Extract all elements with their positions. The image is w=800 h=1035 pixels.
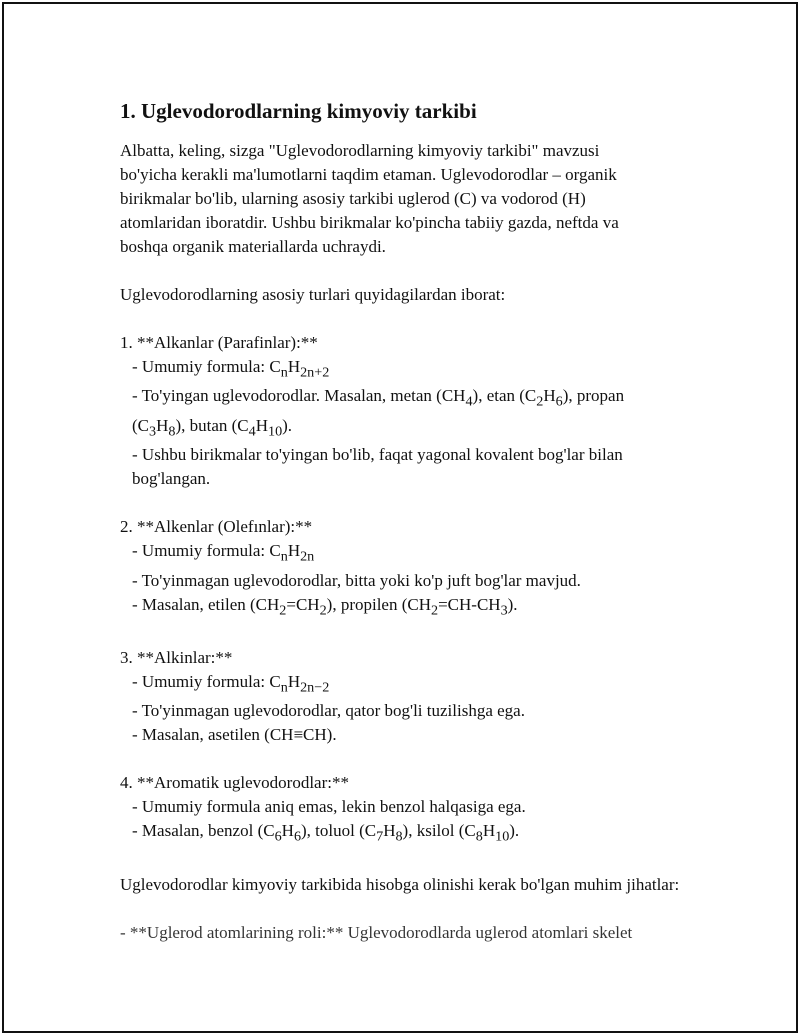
last-line: - **Uglerod atomlarining roli:** Uglevodorodlarda uglerod atomlari skelet — [120, 922, 633, 942]
alkenes-section — [120, 515, 680, 622]
alkenes-examples: - Masalan, etilen $(CH_2=CH_2)$, propilen $(CH_2=CH-CH_3)$. — [132, 594, 518, 618]
aspects-intro: Uglevodorodlar kimyoviy tarkibida hisobga olinishi kerak bo'lgan muhim jihatlar: — [120, 874, 680, 894]
alkynes-title: 3. **Alkinlar:** — [120, 647, 233, 667]
alkenes-desc: - To'yinmagan uglevodorodlar, bitta yoki ko'p juft bog'lar mavjud. — [132, 570, 581, 590]
alkanes-examples: - To'yingan uglevodorodlar. Masalan, metan $(CH_4)$, etan $(C_2H_6)$, propan $(C_3H_8)$, butan $(C_4H_{10})$. — [132, 386, 625, 440]
aromatics-section — [120, 771, 680, 848]
intro-line: atomlaridan iboratdir. Ushbu birikmalar ko'pincha tabiiy gazda, neftda va — [120, 213, 619, 232]
document-body — [120, 97, 680, 945]
alkenes-formula: - Umumiy formula: $C_nH_{2n}$ — [132, 541, 315, 565]
aromatics-title: 4. **Aromatik uglevodorodlar:** — [120, 773, 349, 793]
aromatics-examples: - Masalan, benzol $(C_6H_6)$, toluol $(C_7H_8)$, ksilol $(C_8H_{10})$. — [132, 821, 520, 845]
intro-line: birikmalar bo'lib, ularning asosiy tarkibi uglerod (C) va vodorod (H) — [120, 189, 586, 208]
document-page — [2, 2, 798, 1033]
alkanes-section — [120, 331, 680, 491]
alkanes-bonds: - Ushbu birikmalar to'yingan bo'lib, faqat yagonal kovalent bog'lar bilan bog'langan. — [132, 445, 623, 489]
aromatics-formula: - Umumiy formula aniq emas, lekin benzol halqasiga ega. — [132, 797, 526, 817]
alkanes-formula: - Umumiy formula: $C_nH_{2n+2}$ — [132, 357, 330, 381]
section-heading: 1. Uglevodorodlarning kimyoviy tarkibi — [120, 99, 477, 123]
intro-line: boshqa organik materiallarda uchraydi. — [120, 237, 386, 256]
alkenes-title: 2. **Alkenlar (Olefınlar):** — [120, 517, 313, 537]
alkanes-title: 1. **Alkanlar (Parafinlar):** — [120, 333, 318, 352]
alkynes-desc: - To'yinmagan uglevodorodlar, qator bog'li tuzilishga ega. — [132, 701, 525, 721]
alkynes-section — [120, 646, 680, 747]
types-intro: Uglevodorodlarning asosiy turlari quyidagilardan iborat: — [120, 285, 506, 304]
alkynes-formula: - Umumiy formula: $C_nH_{2n-2}$ — [132, 671, 330, 696]
intro-line: bo'yicha kerakli ma'lumotlarni taqdim etaman. Uglevodorodlar – organik — [120, 165, 617, 184]
intro-line: Albatta, keling, sizga "Uglevodorodlarning kimyoviy tarkibi" mavzusi — [120, 141, 600, 160]
intro-paragraph — [120, 139, 680, 259]
alkynes-examples: - Masalan, asetilen (CH≡CH). — [132, 725, 337, 745]
